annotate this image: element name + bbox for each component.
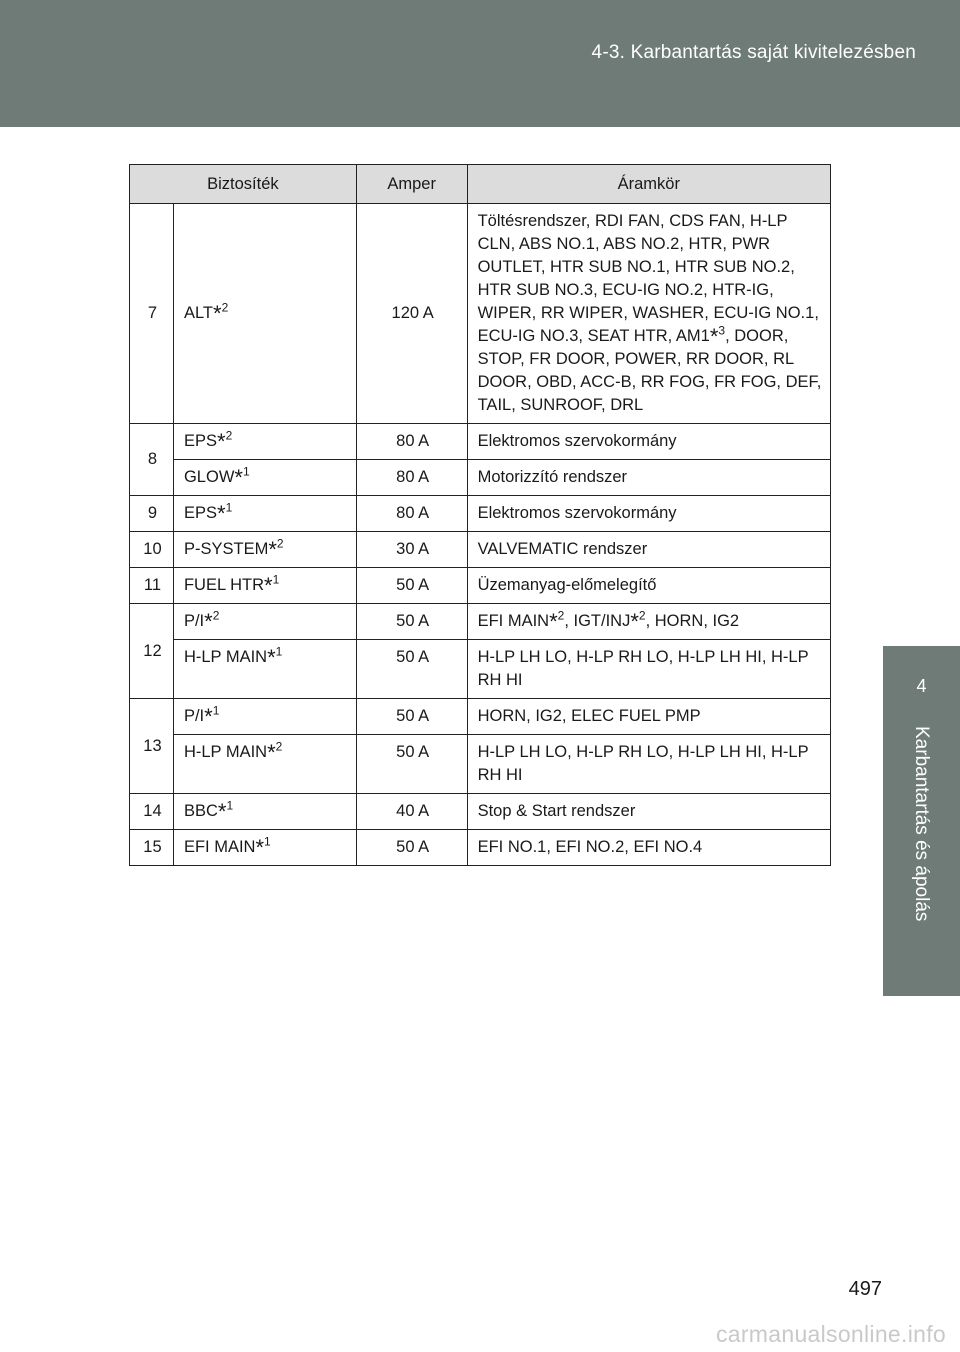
fuse-circuit: HORN, IG2, ELEC FUEL PMP xyxy=(467,699,830,735)
header-fuse: Biztosíték xyxy=(130,165,357,204)
fuse-amper: 50 A xyxy=(356,640,467,699)
page-number: 497 xyxy=(848,1278,882,1300)
fuse-number: 7 xyxy=(130,204,174,424)
fuse-amper: 30 A xyxy=(356,532,467,568)
fuse-circuit: H-LP LH LO, H-LP RH LO, H-LP LH HI, H-LP RH HI xyxy=(467,735,830,794)
table-row xyxy=(130,830,831,866)
fuse-name: P/I*$^1$ xyxy=(173,699,356,735)
table-row xyxy=(130,496,831,532)
fuse-number: 12 xyxy=(130,604,174,699)
fuse-circuit: Elektromos szervokormány xyxy=(467,424,830,460)
fuse-circuit: Üzemanyag-előmelegítő xyxy=(467,568,830,604)
fuse-name: P/I*$^2$ xyxy=(173,604,356,640)
side-margin xyxy=(883,127,960,646)
fuse-circuit: Töltésrendszer, RDI FAN, CDS FAN, H-LP CLN, ABS NO.1, ABS NO.2, HTR, PWR OUTLET, HTR SUB NO.1, HTR SUB NO.2, HTR SUB NO.3, ECU-IG NO.2, HTR-IG, WIPER, RR WIPER, WASHER, ECU-IG NO.1, ECU-IG NO.3, SEAT HTR, AM1*$^3$, DOOR, STOP, FR DOOR, POWER, RR DOOR, RL DOOR, OBD, ACC-B, RR FOG, FR FOG, DEF, TAIL, SUNROOF, DRL xyxy=(467,204,830,424)
fuse-amper: 120 A xyxy=(356,204,467,424)
chapter-number: 4 xyxy=(916,675,927,696)
fuse-amper: 80 A xyxy=(356,496,467,532)
fuse-circuit: VALVEMATIC rendszer xyxy=(467,532,830,568)
fuse-amper: 50 A xyxy=(356,604,467,640)
table-row xyxy=(130,424,831,460)
fuse-circuit: EFI MAIN*$^2$, IGT/INJ*$^2$, HORN, IG2 xyxy=(467,604,830,640)
fuse-name: EPS*$^2$ xyxy=(173,424,356,460)
fuse-circuit: Elektromos szervokormány xyxy=(467,496,830,532)
fuse-circuit: EFI NO.1, EFI NO.2, EFI NO.4 xyxy=(467,830,830,866)
fuse-number: 8 xyxy=(130,424,174,496)
fuse-amper: 80 A xyxy=(356,424,467,460)
table-row xyxy=(130,735,831,794)
fuse-number: 10 xyxy=(130,532,174,568)
table-row xyxy=(130,640,831,699)
fuse-name: P-SYSTEM*$^2$ xyxy=(173,532,356,568)
fuse-number: 9 xyxy=(130,496,174,532)
table-row xyxy=(130,204,831,424)
table-row xyxy=(130,460,831,496)
table-row xyxy=(130,699,831,735)
fuse-name: FUEL HTR*$^1$ xyxy=(173,568,356,604)
watermark: carmanualsonline.info xyxy=(715,1321,946,1347)
fuse-number: 15 xyxy=(130,830,174,866)
fuse-amper: 50 A xyxy=(356,830,467,866)
fuse-name: EPS*$^1$ xyxy=(173,496,356,532)
section-title: 4-3. Karbantartás saját kivitelezésben xyxy=(591,42,916,63)
fuse-amper: 50 A xyxy=(356,699,467,735)
fuse-number: 14 xyxy=(130,794,174,830)
fuse-amper: 50 A xyxy=(356,568,467,604)
fuse-circuit: Motorizzító rendszer xyxy=(467,460,830,496)
fuse-name: GLOW*$^1$ xyxy=(173,460,356,496)
fuse-name: ALT*$^2$ xyxy=(173,204,356,424)
fuse-circuit: Stop & Start rendszer xyxy=(467,794,830,830)
fuse-name: BBC*$^1$ xyxy=(173,794,356,830)
table-row xyxy=(130,532,831,568)
fuse-name: H-LP MAIN*$^2$ xyxy=(173,735,356,794)
fuse-number: 13 xyxy=(130,699,174,794)
table-row xyxy=(130,604,831,640)
fuse-amper: 50 A xyxy=(356,735,467,794)
header-amper: Amper xyxy=(356,165,467,204)
fuse-name: H-LP MAIN*$^1$ xyxy=(173,640,356,699)
fuse-circuit: H-LP LH LO, H-LP RH LO, H-LP LH HI, H-LP RH HI xyxy=(467,640,830,699)
fuse-table xyxy=(129,164,831,866)
fuse-name: EFI MAIN*$^1$ xyxy=(173,830,356,866)
table-header-row xyxy=(130,165,831,204)
chapter-label: Karbantartás és ápolás xyxy=(911,726,932,922)
fuse-amper: 40 A xyxy=(356,794,467,830)
header-circuit: Áramkör xyxy=(467,165,830,204)
fuse-amper: 80 A xyxy=(356,460,467,496)
fuse-number: 11 xyxy=(130,568,174,604)
table-row xyxy=(130,568,831,604)
table-row xyxy=(130,794,831,830)
